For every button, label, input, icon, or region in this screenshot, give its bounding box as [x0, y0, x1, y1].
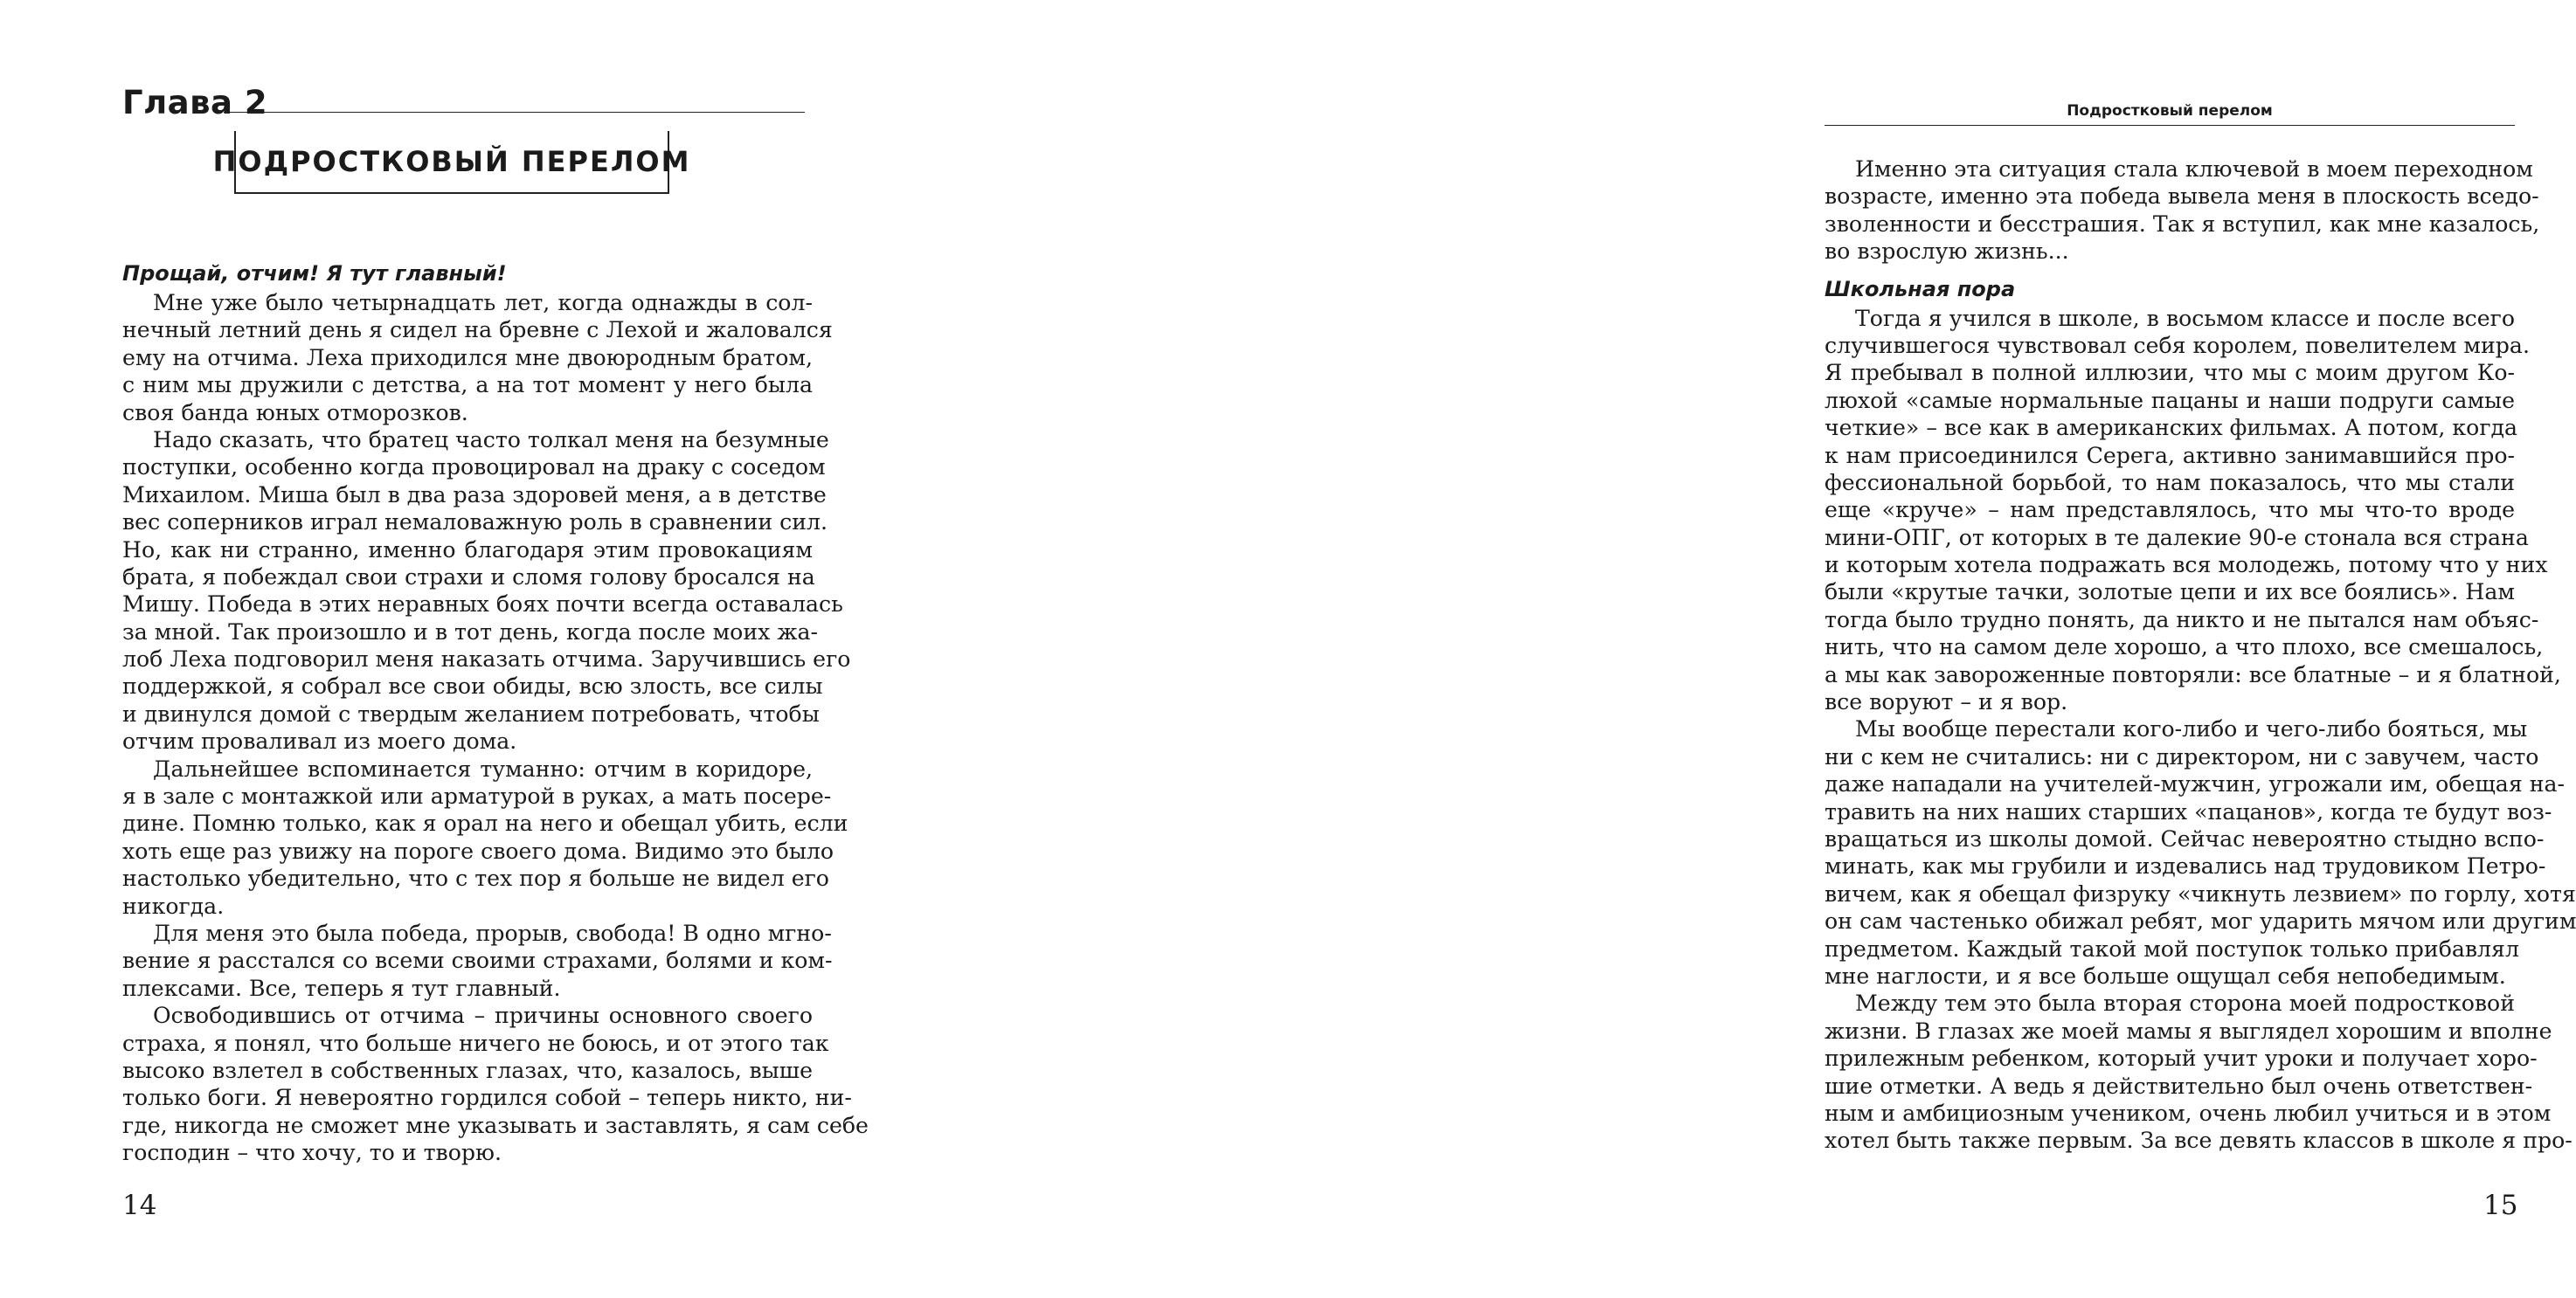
section-heading: Прощай, отчим! Я тут главный! [122, 261, 507, 286]
page-number: 15 [2483, 1190, 2518, 1221]
text-line: своя банда юных отморозков. [122, 399, 468, 425]
text-line: Я пребывал в полной иллюзии, что мы с моим другом Ко- [1825, 360, 2515, 386]
text-line: а мы как завороженные повторяли: все блатные – и я блатной, [1825, 661, 2561, 687]
text-line: с ним мы дружили с детства, а на тот момент у него была [122, 372, 813, 398]
paragraph [1825, 155, 2540, 266]
text-line: люхой «самые нормальные пацаны и наши подруги самые [1825, 387, 2515, 413]
text-line: вичем, как я обещал физруку «чикнуть лезвием» по горлу, хотя [1825, 880, 2576, 907]
text-line: Между тем это была вторая сторона моей подростковой [1855, 991, 2515, 1017]
text-line: Михаилом. Миша был в два раза здоровей меня, а в детстве [122, 481, 827, 507]
text-line: никогда. [122, 893, 225, 919]
text-line: Мы вообще перестали кого-либо и чего-либо бояться, мы [1855, 716, 2528, 742]
text-line: нечный летний день я сидел на бревне с Лехой и жаловался [122, 317, 833, 343]
text-line: четкие» – все как в американских фильмах. А потом, когда [1825, 415, 2518, 441]
text-line: вение я расстался со всеми своими страхами, болями и ком- [122, 948, 833, 974]
paragraph [122, 920, 833, 1002]
paragraph [1825, 990, 2573, 1154]
text-line: случившегося чувствовал себя королем, повелителем мира. [1825, 332, 2530, 358]
paragraph [1825, 305, 2561, 716]
left-page [0, 0, 874, 1298]
text-line: господин – что хочу, то и творю. [122, 1140, 502, 1166]
paragraph [122, 1002, 869, 1166]
text-line: брата, я побеждал свои страхи и сломя голову бросался на [122, 563, 815, 590]
text-line: мне наглости, и я все больше ощущал себя непобедимым. [1825, 963, 2506, 989]
text-line: и которым хотела подражать вся молодежь, потому что у них [1825, 552, 2548, 578]
text-line: плексами. Все, теперь я тут главный. [122, 975, 561, 1001]
text-line: только боги. Я невероятно гордился собой – теперь никто, ни- [122, 1085, 852, 1111]
chapter-title-box [212, 131, 691, 194]
running-header: Подростковый перелом [2067, 102, 2273, 120]
right-text-block [1825, 155, 2576, 1155]
text-line: я в зале с монтажкой или арматурой в руках, а мать посере- [122, 784, 832, 810]
text-line: тогда было трудно понять, да никто и не пытался нам объяс- [1825, 606, 2539, 632]
paragraph [122, 756, 848, 920]
text-line: настолько убедительно, что с тех пор я больше не видел его [122, 866, 829, 892]
text-line: Мне уже было четырнадцать лет, когда однажды в сол- [153, 290, 813, 315]
text-line: отчим проваливал из моего дома. [122, 728, 517, 755]
chapter-label: Глава 2 [122, 84, 268, 121]
text-line: дине. Помню только, как я орал на него и обещал убить, если [122, 811, 848, 837]
text-line: Именно эта ситуация стала ключевой в моем переходном [1855, 156, 2533, 182]
text-line: Надо сказать, что братец часто толкал меня на безумные [153, 426, 829, 452]
text-line: были «крутые тачки, золотые цепи и их все боялись». Нам [1825, 579, 2515, 605]
text-line: даже нападали на учителей-мужчин, угрожали им, обещая на- [1825, 771, 2566, 797]
text-line: высоко взлетел в собственных глазах, что, казалось, выше [122, 1057, 813, 1083]
title-top-rule [224, 112, 805, 113]
text-line: хотел быть также первым. За все девять классов в школе я про- [1825, 1128, 2573, 1154]
text-line: минать, как мы грубили и издевались над трудовиком Петро- [1825, 853, 2546, 880]
text-line: травить на них наших старших «пацанов», когда те будут воз- [1825, 798, 2552, 825]
text-line: Но, как ни странно, именно благодаря этим провокациям [122, 536, 813, 563]
text-line: жизни. В глазах же моей мамы я выглядел хорошим и вполне [1825, 1018, 2552, 1044]
text-line: страха, я понял, что больше ничего не боюсь, и от этого так [122, 1030, 829, 1056]
text-line: поступки, особенно когда провоцировал на драку с соседом [122, 454, 826, 480]
text-line: Мишу. Победа в этих неравных боях почти всегда оставалась [122, 591, 843, 618]
chapter-title: ПОДРОСТКОВЫЙ ПЕРЕЛОМ [212, 145, 691, 178]
section-heading: Школьная пора [1825, 276, 2016, 301]
text-line: возрасте, именно эта победа вывела меня в плоскость вседо- [1825, 183, 2539, 210]
text-line: он сам частенько обижал ребят, мог ударить мячом или другим [1825, 908, 2576, 935]
page-number: 14 [122, 1190, 157, 1221]
text-line: шие отметки. А ведь я действительно был очень ответствен- [1825, 1073, 2533, 1099]
text-line: нить, что на самом деле хорошо, а что плохо, все смешалось, [1825, 634, 2544, 660]
paragraph [122, 289, 833, 426]
text-line: прилежным ребенком, который учит уроки и получает хоро- [1825, 1046, 2538, 1072]
text-line: во взрослую жизнь... [1825, 238, 2069, 265]
paragraph [1825, 715, 2576, 990]
text-line: ным и амбициозным учеником, очень любил учиться и в этом [1825, 1100, 2552, 1126]
right-page [874, 0, 2576, 1298]
text-line: Освободившись от отчима – причины основного своего [153, 1003, 813, 1029]
text-line: ему на отчима. Леха приходился мне двоюродным братом, [122, 344, 813, 370]
text-line: лоб Леха подговорил меня наказать отчима. Заручившись его [122, 646, 851, 673]
text-line: где, никогда не сможет мне указывать и заставлять, я сам себе [122, 1112, 869, 1138]
text-line: еще «круче» – нам представлялось, что мы что-то вроде [1825, 497, 2515, 523]
text-line: и двинулся домой с твердым желанием потребовать, чтобы [122, 701, 820, 727]
text-line: хоть еще раз увижу на пороге своего дома. Видимо это было [122, 838, 834, 864]
paragraph [122, 426, 851, 756]
left-text-block [122, 259, 869, 1167]
header-rule [1825, 125, 2515, 126]
text-line: все воруют – и я вор. [1825, 689, 2068, 715]
text-line: зволенности и бесстрашия. Так я вступил, как мне казалось, [1825, 211, 2540, 237]
text-line: вращаться из школы домой. Сейчас невероятно стыдно вспо- [1825, 825, 2545, 852]
text-line: фессиональной борьбой, то нам показалось, что мы стали [1825, 469, 2515, 495]
text-line: Дальнейшее вспоминается туманно: отчим в коридоре, [153, 756, 813, 782]
text-line: Для меня это была победа, прорыв, свобода! В одно мгно- [153, 920, 832, 946]
text-line: к нам присоединился Серега, активно занимавшийся про- [1825, 442, 2515, 468]
text-line: поддержкой, я собрал все свои обиды, всю злость, все силы [122, 673, 823, 700]
text-line: ни с кем не считались: ни с директором, ни с завучем, часто [1825, 743, 2539, 770]
text-line: предметом. Каждый такой мой поступок только прибавлял [1825, 936, 2519, 962]
text-line: за мной. Так произошло и в тот день, когда после моих жа- [122, 618, 819, 645]
text-line: вес соперников играл немаловажную роль в сравнении сил. [122, 509, 828, 535]
text-line: мини-ОПГ, от которых в те далекие 90-е стонала вся страна [1825, 524, 2529, 550]
text-line: Тогда я учился в школе, в восьмом классе и после всего [1855, 305, 2515, 331]
